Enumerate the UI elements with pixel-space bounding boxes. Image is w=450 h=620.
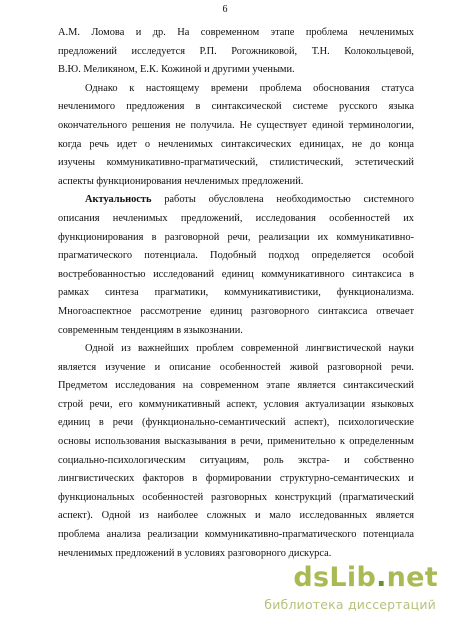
text-line: аспекты функционирования нечленимых предложений.: [58, 175, 304, 187]
text-line: нечленимых предложений в условиях разговорного дискурса.: [58, 547, 332, 559]
logo-tld: net: [386, 562, 438, 593]
text-line: когда речь идет о нечленимых синтаксических единицах, не до конца: [58, 138, 414, 150]
text-line: лингвистических факторов в формировании структурно-семантических и: [58, 473, 414, 485]
text-line: предложений исследуется Р.П. Рогожниковой, Т.Н. Колокольцевой,: [58, 45, 414, 57]
paragraph-4: [58, 340, 414, 563]
text-line: единиц в речи (функционально-семантический аспект), психологические: [58, 417, 414, 429]
page-body: [58, 24, 414, 563]
text-line: современным тенденциям в языкознании.: [58, 324, 243, 336]
text-line: востребованностью исследований единиц коммуникативного синтаксиса в: [58, 268, 414, 280]
text-line: Однако к настоящему времени проблема обоснования статуса: [85, 82, 414, 94]
paragraph-3: [58, 191, 414, 340]
dslib-logo: [293, 562, 438, 593]
text-line: аспект). Одной из наиболее сложных и мало исследованных является: [58, 510, 414, 522]
text-line: Одной из важнейших проблем современной лингвистической науки: [85, 343, 414, 355]
paragraph-1: [58, 24, 414, 80]
text-line: проблема анализа реализации коммуникативно-прагматического потенциала: [58, 529, 414, 541]
watermark-subtitle: библиотека диссертаций: [264, 597, 436, 612]
text-line: окончательного решения не получила. Не существует единой терминологии,: [58, 119, 414, 131]
bold-lead-term: Актуальность: [85, 194, 152, 206]
text-line: функциональных особенностей разговорных конструкций (прагматический: [58, 491, 414, 503]
paragraph-2: [58, 80, 414, 192]
text-line: нечленимого предложения в синтаксической системе русского языка: [58, 101, 414, 113]
logo-dot: .: [376, 562, 387, 593]
text-line: функционирования в разговорной речи, реализации их коммуникативно-: [58, 231, 414, 243]
text-line: [58, 191, 414, 210]
text-line: Многоаспектное рассмотрение единиц разговорного синтаксиса отвечает: [58, 305, 414, 317]
text-line: А.М. Ломова и др. На современном этапе проблема нечленимых: [58, 27, 414, 38]
text-line: основы использования высказывания в речи, применительно к определенным: [58, 436, 414, 448]
text-line: В.Ю. Меликяном, Е.К. Кожиной и другими учеными.: [58, 64, 295, 76]
text-line: изучены коммуникативно-прагматический, стилистический, эстетический: [58, 157, 414, 169]
text-line: является изучение и описание особенностей живой разговорной речи.: [58, 361, 414, 373]
logo-main: dsLib: [293, 562, 377, 593]
watermark: [248, 562, 438, 614]
text-line: строй речи, его коммуникативный аспект, условия актуализации языковых: [58, 398, 414, 410]
text-line: Предметом исследования на современном этапе является синтаксический: [58, 380, 414, 392]
text-line: прагматического потенциала. Подобный подход определяется особой: [58, 250, 414, 262]
text-fragment: работы обусловлена необходимостью системного: [151, 194, 414, 206]
page-number: 6: [222, 4, 228, 15]
text-line: рамках синтеза прагматики, коммуникативистики, функционализма.: [58, 287, 414, 299]
text-line: социально-психологическим ситуациям, роль экстра- и собственно: [58, 454, 414, 466]
text-line: описания нечленимых предложений, исследования особенностей их: [58, 212, 414, 224]
